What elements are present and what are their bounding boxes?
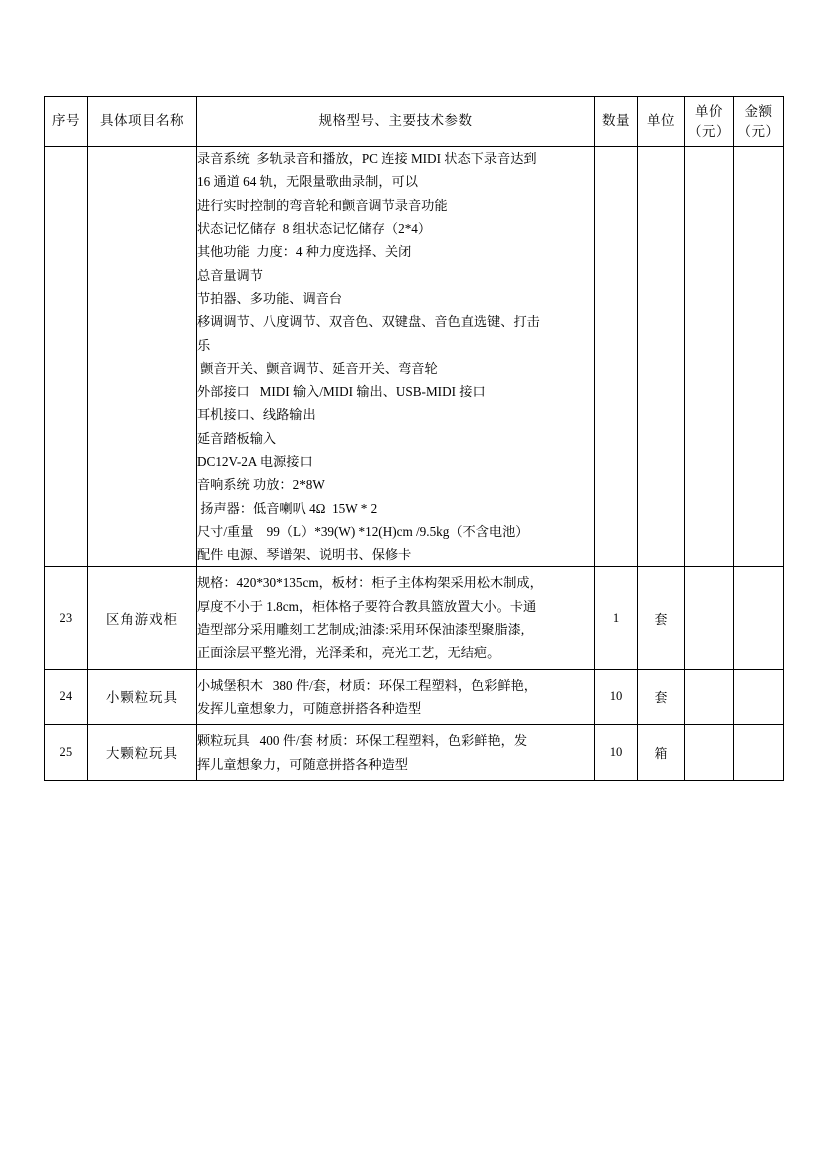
specification-line: 延音踏板输入 <box>197 430 277 446</box>
column-header-amount-line2: （元） <box>737 123 780 139</box>
cell-amount <box>734 725 784 781</box>
specification-line: 其他功能 力度：4 种力度选择、关闭 <box>197 244 412 260</box>
column-header-unit: 单位 <box>638 97 685 147</box>
specification-line: 造型部分采用雕刻工艺制成;油漆:采用环保油漆型聚脂漆, <box>197 622 525 638</box>
specification-line: 颗粒玩具 400 件/套 材质：环保工程塑料，色彩鲜艳，发 <box>197 733 528 749</box>
cell-item-name: 区角游戏柜 <box>88 567 197 669</box>
specification-line: 规格：420*30*135cm，板材：柜子主体构架采用松木制成， <box>197 575 543 591</box>
specification-line: 状态记忆储存 8 组状态记忆储存（2*4） <box>197 221 432 237</box>
specification-line: 正面涂层平整光滑，光泽柔和，亮光工艺，无结疤。 <box>197 645 501 661</box>
cell-unit: 箱 <box>638 725 685 781</box>
cell-unit <box>638 147 685 567</box>
cell-unit-price <box>685 669 734 725</box>
specification-line: 音响系统 功放：2*8W <box>197 477 325 493</box>
specification-line: 总音量调节 <box>197 267 263 283</box>
cell-quantity: 10 <box>595 725 638 781</box>
specification-line: 小城堡积木 380 件/套，材质：环保工程塑料，色彩鲜艳， <box>197 677 537 693</box>
specification-line: 挥儿童想象力，可随意拼搭各种造型 <box>197 756 408 772</box>
spec-table-container <box>44 96 783 781</box>
specification-line: 录音系统 多轨录音和播放，PC 连接 MIDI 状态下录音达到 <box>197 151 537 167</box>
cell-specification <box>197 725 595 781</box>
cell-amount <box>734 669 784 725</box>
cell-quantity: 1 <box>595 567 638 669</box>
cell-specification <box>197 567 595 669</box>
column-header-specification: 规格型号、主要技术参数 <box>197 97 595 147</box>
specification-line: 配件 电源、琴谱架、说明书、保修卡 <box>197 547 412 563</box>
cell-unit-price <box>685 567 734 669</box>
cell-specification <box>197 147 595 567</box>
specification-line: 颤音开关、颤音调节、延音开关、弯音轮 <box>197 360 438 376</box>
cell-item-name: 小颗粒玩具 <box>88 669 197 725</box>
specification-line: 进行实时控制的弯音轮和颤音调节录音功能 <box>197 197 448 213</box>
specification-line: 扬声器：低音喇叭 4Ω 15W * 2 <box>197 500 378 516</box>
table-body <box>45 147 784 781</box>
table-header <box>45 97 784 147</box>
table-row <box>45 725 784 781</box>
cell-unit: 套 <box>638 567 685 669</box>
table-row <box>45 147 784 567</box>
cell-amount <box>734 567 784 669</box>
column-header-unit-price <box>685 97 734 147</box>
cell-sequence-number: 24 <box>45 669 88 725</box>
table-row <box>45 669 784 725</box>
cell-sequence-number <box>45 147 88 567</box>
column-header-seq: 序号 <box>45 97 88 147</box>
cell-unit-price <box>685 147 734 567</box>
column-header-item-name: 具体项目名称 <box>88 97 197 147</box>
specification-line: 尺寸/重量 99（L）*39(W) *12(H)cm /9.5kg（不含电池） <box>197 523 529 539</box>
specification-line: 厚度不小于 1.8cm，柜体格子要符合教具篮放置大小。卡通 <box>197 598 537 614</box>
column-header-amount-line1: 金额 <box>744 104 773 119</box>
cell-specification <box>197 669 595 725</box>
specification-table <box>44 96 784 781</box>
specification-line: 发挥儿童想象力，可随意拼搭各种造型 <box>197 700 422 716</box>
column-header-unit-price-line1: 单价 <box>695 104 723 119</box>
specification-line: 移调调节、八度调节、双音色、双键盘、音色直选键、打击 <box>197 314 540 330</box>
specification-line: 16 通道 64 轨，无限量歌曲录制，可以 <box>197 174 418 190</box>
column-header-quantity: 数量 <box>595 97 638 147</box>
cell-item-name: 大颗粒玩具 <box>88 725 197 781</box>
cell-quantity: 10 <box>595 669 638 725</box>
cell-sequence-number: 23 <box>45 567 88 669</box>
cell-quantity <box>595 147 638 567</box>
column-header-amount <box>734 97 784 147</box>
specification-line: 乐 <box>197 337 211 353</box>
cell-amount <box>734 147 784 567</box>
table-header-row <box>45 97 784 147</box>
table-row <box>45 567 784 669</box>
column-header-unit-price-line2: （元） <box>688 123 730 139</box>
cell-unit-price <box>685 725 734 781</box>
cell-item-name <box>88 147 197 567</box>
cell-unit: 套 <box>638 669 685 725</box>
specification-line: DC12V-2A 电源接口 <box>197 453 313 469</box>
specification-line: 节拍器、多功能、调音台 <box>197 290 343 306</box>
cell-sequence-number: 25 <box>45 725 88 781</box>
specification-line: 耳机接口、线路输出 <box>197 407 316 423</box>
specification-line: 外部接口 MIDI 输入/MIDI 输出、USB-MIDI 接口 <box>197 384 486 400</box>
